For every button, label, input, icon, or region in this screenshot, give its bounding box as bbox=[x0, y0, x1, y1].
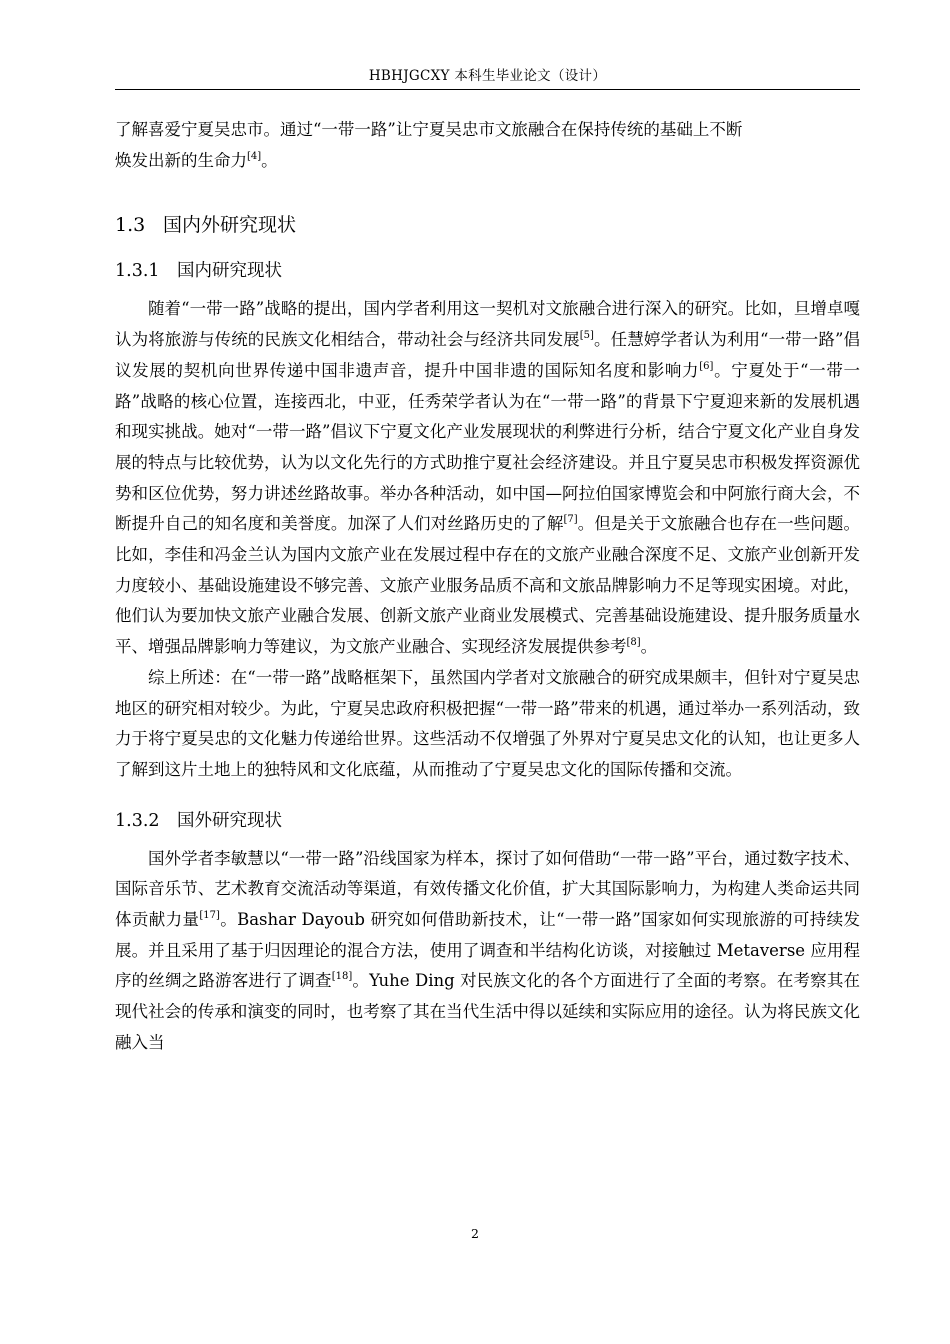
text-run: 。 bbox=[640, 637, 658, 657]
text-run: 随着“一带一路”战略的提出，国内学者利用这一契机对文旅融合进行深入的研究。比如，旦增卓嘎认为将旅游与传统的民族文化相结合，带动社会与经济共同发展 bbox=[115, 299, 860, 350]
text-run: 国外学者李敏慧以“一带一路”沿线国家为样本，探讨了如何借助“一带一路”平台，通过数字技术、国际音乐节、艺术教育交流活动等渠道，有效传播文化价值，扩大其国际影响力，为构建人类命运共同体贡献力量 bbox=[115, 848, 860, 930]
subsection-title: 国内研究现状 bbox=[177, 261, 282, 282]
paragraph-tail: 。 bbox=[261, 150, 278, 170]
paragraph-domestic-research bbox=[115, 294, 860, 662]
subsection-heading-1-3-1 bbox=[115, 256, 860, 286]
citation-4: [4] bbox=[247, 150, 262, 162]
paper-body bbox=[115, 115, 860, 1059]
subsection-heading-1-3-2 bbox=[115, 806, 860, 836]
header-rule bbox=[115, 89, 860, 90]
section-title: 国内外研究现状 bbox=[163, 214, 297, 237]
paragraph-foreign-research bbox=[115, 844, 860, 1059]
subsection-title: 国外研究现状 bbox=[177, 810, 282, 831]
text-run: 。Yuhe Ding 对民族文化的各个方面进行了全面的考察。在考察其在现代社会的传承和演变的同时，也考察了其在当代生活中得以延续和实际应用的途径。认为将民族文化融入当 bbox=[115, 971, 860, 1052]
page-number: 2 bbox=[471, 1226, 479, 1241]
citation-5: [5] bbox=[579, 330, 594, 342]
citation-7: [7] bbox=[563, 514, 578, 526]
text-run: 。宁夏处于“一带一路”战略的核心位置，连接西北，中亚，任秀荣学者认为在“一带一路”的背景下宁夏迎来新的发展机遇和现实挑战。她对“一带一路”倡议下宁夏文化产业发展现状的利弊进行分析，结合宁夏文化产业自身发展的特点与比较优势，认为以文化先行的方式助推宁夏社会经济建设。并且宁夏吴忠市积极发挥资源优势和区位优势，努力讲述丝路故事。举办各种活动，如中国—阿拉伯国家博览会和中阿旅行商大会，不断提升自己的知名度和美誉度。加深了人们对丝路历史的了解 bbox=[115, 360, 861, 534]
paragraph-summary: 综上所述：在“一带一路”战略框架下，虽然国内学者对文旅融合的研究成果颇丰，但针对宁夏吴忠地区的研究相对较少。为此，宁夏吴忠政府积极把握“一带一路”带来的机遇，通过举办一系列活动，致力于将宁夏吴忠的文化魅力传递给世界。这些活动不仅增强了外界对宁夏吴忠文化的认知，也让更多人了解到这片土地上的独特风和文化底蕴，从而推动了宁夏吴忠文化的国际传播和交流。 bbox=[115, 667, 860, 779]
text-run: 。任慧婷学者认为利用“一带一路”倡议发展的契机向世界传递中国非遗声音，提升中国非遗的国际知名度和影响力 bbox=[115, 330, 861, 380]
line-1: 了解喜爱宁夏吴忠市。通过“一带一路”让宁夏吴忠市文旅融合在保持传统的基础上不断 bbox=[115, 120, 743, 139]
citation-18: [18] bbox=[331, 971, 353, 983]
citation-17: [17] bbox=[199, 910, 220, 922]
section-number: 1.3 bbox=[115, 214, 146, 237]
citation-6: [6] bbox=[699, 360, 714, 372]
citation-8: [8] bbox=[626, 637, 641, 649]
paragraph-continued bbox=[115, 115, 860, 176]
section-heading-1-3 bbox=[115, 210, 860, 240]
subsection-number: 1.3.2 bbox=[115, 810, 160, 831]
line-2: 焕发出新的生命力 bbox=[115, 150, 247, 170]
running-header: HBHJGCXY 本科生毕业论文（设计） bbox=[368, 68, 607, 84]
text-run: 。但是关于文旅融合也存在一些问题。比如，李佳和冯金兰认为国内文旅产业在发展过程中存在的文旅产业融合深度不足、文旅产业创新开发力度较小、基础设施建设不够完善、文旅产业服务品质不高和文旅品牌影响力不足等现实困境。对此，他们认为要加快文旅产业融合发展、创新文旅产业商业发展模式、完善基础设施建设、提升服务质量水平、增强品牌影响力等建议，为文旅产业融合、实现经济发展提供参考 bbox=[115, 514, 861, 657]
subsection-number: 1.3.1 bbox=[115, 261, 160, 282]
text-run: 。Bashar Dayoub 研究如何借助新技术，让“一带一路”国家如何实现旅游的可持续发展。并且采用了基于归因理论的混合方法，使用了调查和半结构化访谈，对接触过 Metaverse 应用程序的丝绸之路游客进行了调查 bbox=[115, 910, 861, 991]
